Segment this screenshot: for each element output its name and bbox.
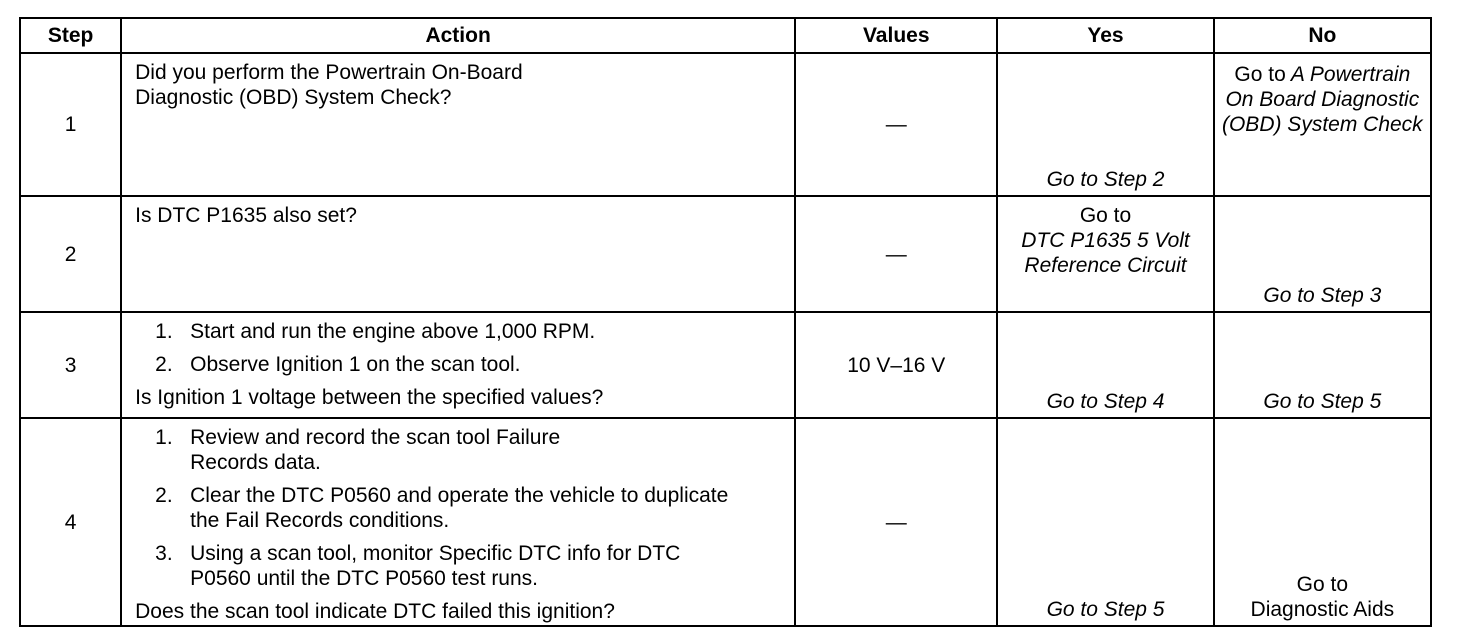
- step-item-number: 2.: [155, 484, 173, 507]
- list-item: [135, 541, 735, 591]
- step-item-number: 2.: [155, 353, 173, 376]
- action-question: Did you perform the Powertrain On-Board Diagnostic (OBD) System Check?: [135, 61, 523, 109]
- yes-link[interactable]: Go to Step 2: [997, 53, 1213, 196]
- action-cell: [121, 196, 795, 312]
- yes-link[interactable]: DTC P1635 5 Volt Reference Circuit: [1021, 229, 1190, 277]
- no-link[interactable]: Go to Step 3: [1214, 196, 1431, 312]
- yes-cell[interactable]: [997, 196, 1213, 312]
- action-cell: [121, 418, 795, 626]
- table-row: [20, 53, 1431, 196]
- step-item-text: Using a scan tool, monitor Specific DTC info for DTC P0560 until the DTC P0560 test runs.: [190, 542, 681, 590]
- list-item: [135, 425, 640, 475]
- no-cell[interactable]: [1214, 418, 1431, 626]
- no-link[interactable]: Diagnostic Aids: [1250, 598, 1395, 621]
- no-cell[interactable]: [1214, 53, 1431, 196]
- no-prefix: Go to: [1296, 573, 1349, 596]
- action-steps: [135, 425, 735, 591]
- header-step: Step: [20, 18, 121, 53]
- step-item-text: Start and run the engine above 1,000 RPM.: [190, 320, 596, 343]
- action-question: Does the scan tool indicate DTC failed this ignition?: [135, 600, 615, 623]
- diagnostic-table: [19, 17, 1432, 627]
- yes-link[interactable]: Go to Step 5: [997, 418, 1213, 626]
- yes-link[interactable]: Go to Step 4: [997, 312, 1213, 418]
- action-cell: [121, 312, 795, 418]
- step-number: 1: [20, 53, 121, 196]
- step-item-number: 3.: [155, 542, 173, 565]
- header-row: [20, 18, 1431, 53]
- header-action: Action: [121, 18, 795, 53]
- step-item-text: Review and record the scan tool Failure Records data.: [190, 426, 561, 474]
- values-cell: —: [795, 196, 997, 312]
- step-number: 2: [20, 196, 121, 312]
- table-row: [20, 418, 1431, 626]
- action-steps: [135, 319, 782, 377]
- step-number: 3: [20, 312, 121, 418]
- list-item: [135, 352, 782, 377]
- list-item: [135, 319, 782, 344]
- step-item-number: 1.: [155, 426, 173, 449]
- step-item-number: 1.: [155, 320, 173, 343]
- action-cell: [121, 53, 795, 196]
- action-question: Is DTC P1635 also set?: [135, 204, 357, 227]
- values-cell: —: [795, 53, 997, 196]
- header-yes: Yes: [997, 18, 1213, 53]
- no-prefix: Go to: [1234, 63, 1286, 86]
- step-number: 4: [20, 418, 121, 626]
- step-item-text: Clear the DTC P0560 and operate the vehicle to duplicate the Fail Records conditions.: [190, 484, 729, 532]
- list-item: [135, 483, 735, 533]
- no-link[interactable]: Go to Step 5: [1214, 312, 1431, 418]
- yes-prefix: Go to: [1079, 204, 1132, 227]
- header-no: No: [1214, 18, 1431, 53]
- no-link[interactable]: A Powertrain On Board Diagnostic (OBD) System Check: [1221, 63, 1423, 136]
- header-values: Values: [795, 18, 997, 53]
- values-cell: 10 V–16 V: [795, 312, 997, 418]
- action-question: Is Ignition 1 voltage between the specified values?: [135, 386, 604, 409]
- values-cell: —: [795, 418, 997, 626]
- step-item-text: Observe Ignition 1 on the scan tool.: [190, 353, 521, 376]
- table-row: [20, 312, 1431, 418]
- table-row: [20, 196, 1431, 312]
